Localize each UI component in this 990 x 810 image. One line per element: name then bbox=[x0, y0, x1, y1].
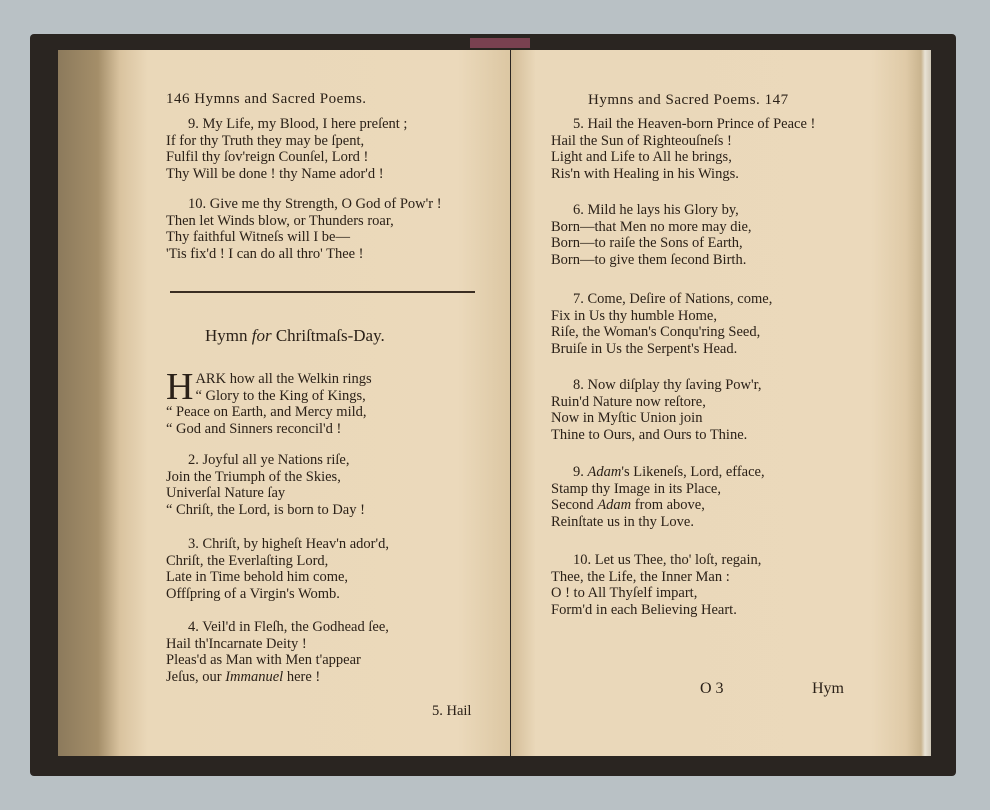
stanza-9-right: 9. Adam's Likeneſs, Lord, efface, Stamp thy Image in its Place, Second Adam from above, Reinſtate us in thy Love. bbox=[551, 464, 765, 531]
section-rule bbox=[170, 291, 475, 293]
spine-headband bbox=[470, 38, 530, 48]
stanza-2: 2. Joyful all ye Nations riſe, Join the Triumph of the Skies, Univerſal Nature ſay “ Chriſt, the Lord, is born to Day ! bbox=[166, 452, 365, 519]
drop-cap: H bbox=[166, 366, 194, 408]
hymn-title: Hymn for Chriſtmaſs-Day. bbox=[205, 326, 385, 345]
right-running-head: Hymns and Sacred Poems. 147 bbox=[588, 92, 789, 108]
left-running-head: 146 Hymns and Sacred Poems. bbox=[166, 91, 367, 107]
stanza-5: 5. Hail the Heaven-born Prince of Peace ! Hail the Sun of Righteouſneſs ! Light and Life to All he brings, Ris'n with Healing in his Wings. bbox=[551, 116, 816, 183]
stanza-9: 9. My Life, my Blood, I here preſent ; If for thy Truth they may be ſpent, Fulfil thy ſov'reign Counſel, Lord ! Thy Will be done ! thy Name ador'd ! bbox=[166, 116, 408, 183]
stanza-6: 6. Mild he lays his Glory by, Born—that Men no more may die, Born—to raiſe the Sons of Earth, Born—to give them ſecond Birth. bbox=[551, 202, 752, 269]
stanza-10: 10. Give me thy Strength, O God of Pow'r ! Then let Winds blow, or Thunders roar, Thy faithful Witneſs will I be— 'Tis fix'd ! I can do all thro' Thee ! bbox=[166, 196, 442, 263]
stanza-3: 3. Chriſt, by higheſt Heav'n ador'd, Chriſt, the Everlaſting Lord, Late in Time behold him come, Offſpring of a Virgin's Womb. bbox=[166, 536, 389, 603]
stanza-10-right: 10. Let us Thee, tho' loſt, regain, Thee, the Life, the Inner Man : O ! to All Thyſelf impart, Form'd in each Believing Heart. bbox=[551, 552, 762, 619]
right-catchword: Hym bbox=[812, 680, 844, 697]
stanza-8: 8. Now diſplay thy ſaving Pow'r, Ruin'd Nature now reſtore, Now in Myſtic Union join Thine to Ours, and Ours to Thine. bbox=[551, 377, 762, 444]
stanza-4: 4. Veil'd in Fleſh, the Godhead ſee, Hail th'Incarnate Deity ! Pleas'd as Man with Men t'appear Jeſus, our Immanuel here ! bbox=[166, 619, 389, 686]
left-catchword: 5. Hail bbox=[432, 703, 472, 719]
stanza-7: 7. Come, Deſire of Nations, come, Fix in Us thy humble Home, Riſe, the Woman's Conqu'ring Seed, Bruiſe in Us the Serpent's Head. bbox=[551, 291, 773, 358]
stanza-1: H ARK how all the Welkin rings “ Glory to the King of Kings, “ Peace on Earth, and Mercy mild, “ God and Sinners reconcil'd ! bbox=[166, 366, 372, 438]
signature-mark: O 3 bbox=[700, 680, 724, 697]
